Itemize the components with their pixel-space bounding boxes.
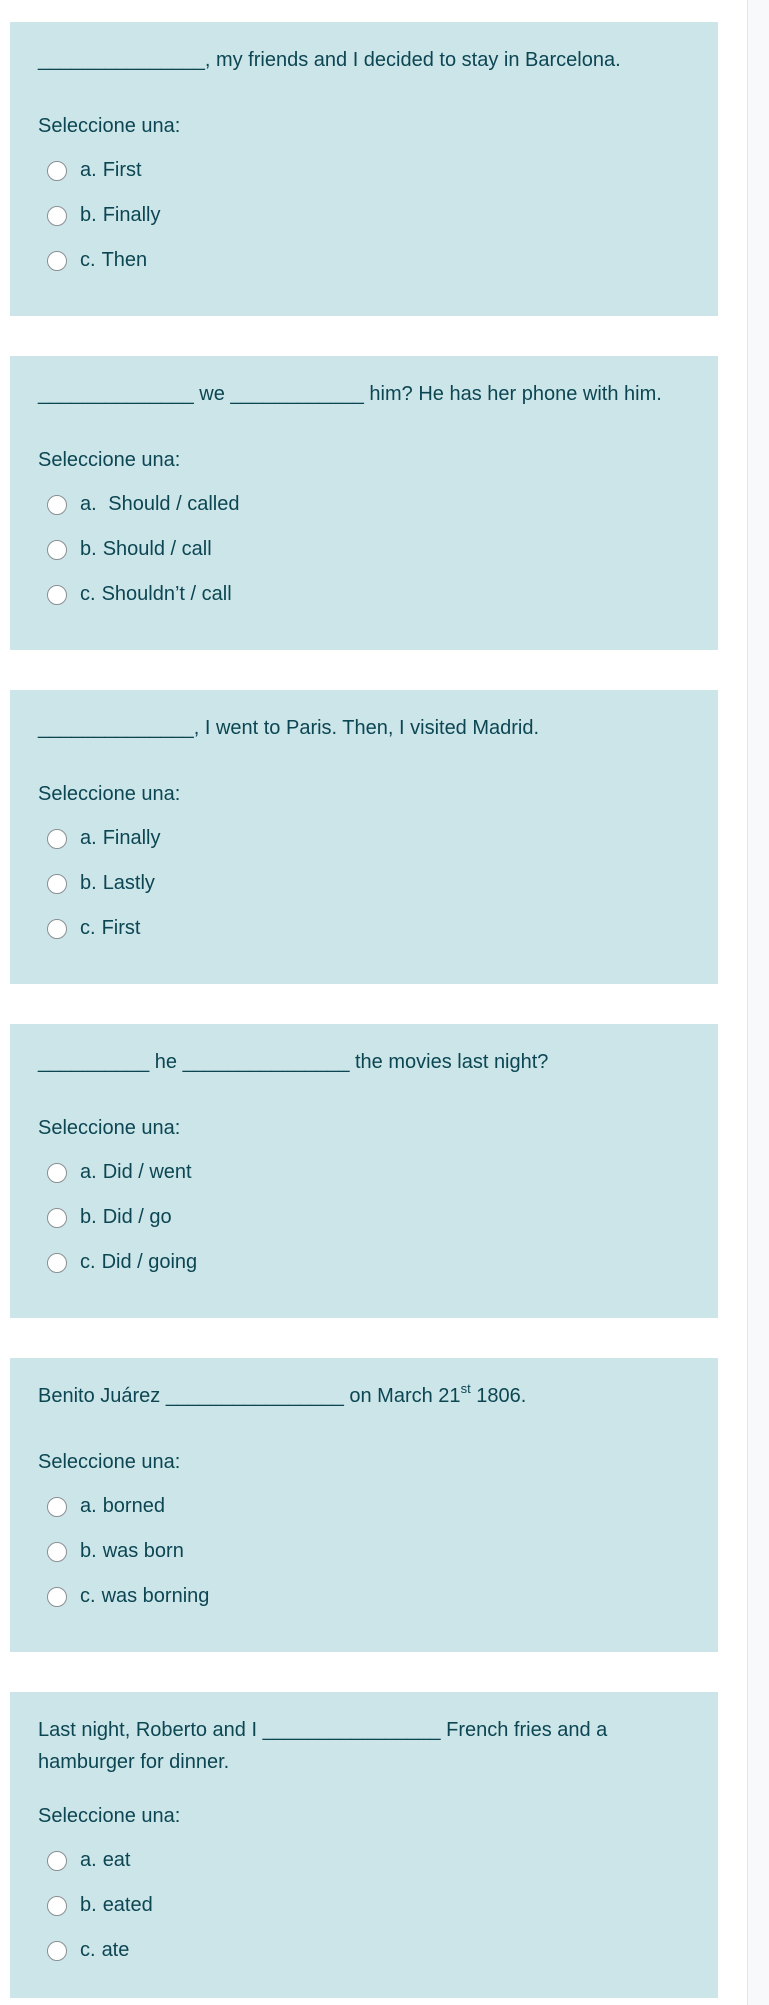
answer-options [38,1484,690,1619]
radio-icon[interactable] [47,874,67,894]
option-a[interactable] [38,482,690,527]
radio-icon[interactable] [47,161,67,181]
option-label: First [102,159,142,181]
question-text: _______________, my friends and I decided to stay in Barcelona. [38,49,621,71]
option-label: eat [102,1849,131,1871]
radio-icon[interactable] [47,1587,67,1607]
select-prompt: Seleccione una: [38,783,181,805]
answer-options [38,1838,690,1973]
option-letter: c. [80,1939,96,1961]
option-label: Did / going [101,1251,198,1273]
question-text: Last night, Roberto and I ________________ French fries and a hamburger for dinner. [38,1719,608,1773]
radio-icon[interactable] [47,1497,67,1517]
option-letter: b. [80,204,97,226]
question-4 [10,1024,718,1318]
option-letter: b. [80,538,97,560]
radio-icon[interactable] [47,585,67,605]
radio-icon[interactable] [47,1208,67,1228]
radio-icon[interactable] [47,1163,67,1183]
radio-icon[interactable] [47,1896,67,1916]
option-c[interactable] [38,572,690,617]
option-label: eated [102,1894,153,1916]
option-label: First [101,917,141,939]
question-text-main: Benito Juárez ________________ on March 21 [38,1385,461,1407]
radio-icon[interactable] [47,540,67,560]
answer-options [38,1150,690,1285]
option-label: Shouldn’t / call [101,583,232,605]
option-label: Should / call [102,538,212,560]
question-6 [10,1692,718,1998]
scrollbar-track[interactable] [747,0,769,2005]
question-text-end: 1806. [470,1385,527,1407]
option-letter: b. [80,1894,97,1916]
option-c[interactable] [38,238,690,283]
option-c[interactable] [38,1574,690,1619]
option-label: Then [101,249,148,271]
option-letter: a. [80,1849,97,1871]
option-b[interactable] [38,861,690,906]
option-label: was borning [101,1585,210,1607]
radio-icon[interactable] [47,1851,67,1871]
option-label: Finally [102,827,161,849]
option-label: borned [102,1495,165,1517]
radio-icon[interactable] [47,919,67,939]
option-letter: b. [80,1206,97,1228]
option-a[interactable] [38,816,690,861]
option-b[interactable] [38,527,690,572]
option-c[interactable] [38,1240,690,1285]
option-letter: c. [80,1585,96,1607]
question-text [38,1380,690,1412]
option-letter: c. [80,583,96,605]
option-label: Should / called [102,493,240,515]
option-a[interactable] [38,1484,690,1529]
option-label: Finally [102,204,161,226]
option-letter: c. [80,249,96,271]
question-text: __________ he _______________ the movies last night? [38,1051,549,1073]
option-label: Did / went [102,1161,192,1183]
option-letter: c. [80,917,96,939]
select-prompt: Seleccione una: [38,449,181,471]
radio-icon[interactable] [47,1253,67,1273]
question-1 [10,22,718,316]
option-label: was born [102,1540,184,1562]
option-b[interactable] [38,1195,690,1240]
option-a[interactable] [38,1150,690,1195]
question-2 [10,356,718,650]
question-5 [10,1358,718,1652]
radio-icon[interactable] [47,1941,67,1961]
option-letter: a. [80,1495,97,1517]
radio-icon[interactable] [47,251,67,271]
option-label: ate [101,1939,130,1961]
option-a[interactable] [38,1838,690,1883]
option-letter: a. [80,827,97,849]
option-letter: b. [80,1540,97,1562]
option-b[interactable] [38,193,690,238]
option-c[interactable] [38,906,690,951]
answer-options [38,482,690,617]
option-letter: a. [80,159,97,181]
select-prompt: Seleccione una: [38,1451,181,1473]
option-label: Lastly [102,872,155,894]
radio-icon[interactable] [47,1542,67,1562]
option-label: Did / go [102,1206,172,1228]
option-letter: a. [80,493,97,515]
select-prompt: Seleccione una: [38,115,181,137]
select-prompt: Seleccione una: [38,1805,181,1827]
answer-options [38,148,690,283]
question-3 [10,690,718,984]
question-text: ______________, I went to Paris. Then, I visited Madrid. [38,717,540,739]
option-letter: c. [80,1251,96,1273]
answer-options [38,816,690,951]
option-letter: a. [80,1161,97,1183]
option-b[interactable] [38,1883,690,1928]
radio-icon[interactable] [47,206,67,226]
ordinal-suffix: st [460,1381,471,1397]
radio-icon[interactable] [47,495,67,515]
option-b[interactable] [38,1529,690,1574]
option-a[interactable] [38,148,690,193]
select-prompt: Seleccione una: [38,1117,181,1139]
option-letter: b. [80,872,97,894]
question-text: ______________ we ____________ him? He has her phone with him. [38,383,662,405]
radio-icon[interactable] [47,829,67,849]
option-c[interactable] [38,1928,690,1973]
